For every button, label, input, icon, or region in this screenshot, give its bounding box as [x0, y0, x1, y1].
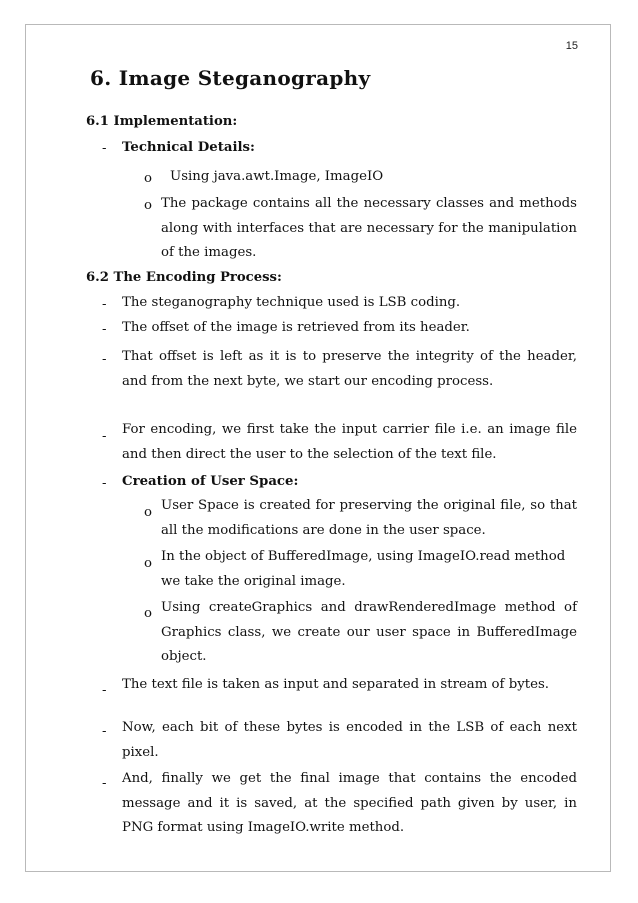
dash-marker: -: [102, 776, 107, 791]
circle-bullet: o: [144, 171, 153, 186]
list-item: The package contains all the necessary classes and methods along with interfaces that are necessary for the manipulation of the images.: [161, 196, 577, 260]
circle-bullet: o: [144, 606, 153, 621]
list-item: The text file is taken as input and separated in stream of bytes.: [122, 677, 549, 692]
list-item: For encoding, we first take the input carrier file i.e. an image file and then direct the user to the selection of the text file.: [122, 422, 577, 462]
list-item: Using java.awt.Image, ImageIO: [170, 169, 384, 184]
list-item: Now, each bit of these bytes is encoded in the LSB of each next pixel.: [122, 720, 577, 760]
dash-marker: -: [102, 476, 107, 491]
dash-marker: -: [102, 724, 107, 739]
chapter-title: 6. Image Steganography: [90, 66, 371, 90]
list-item: Using createGraphics and drawRenderedImage method of Graphics class, we create our user space in BufferedImage object.: [161, 600, 577, 664]
list-item: In the object of BufferedImage, using ImageIO.read method we take the original image.: [161, 549, 566, 589]
dash-marker: -: [102, 429, 107, 444]
circle-bullet: o: [144, 198, 153, 213]
list-item: User Space is created for preserving the original file, so that all the modifications are done in the user space.: [161, 498, 577, 538]
page-number: 15: [565, 40, 578, 52]
dash-marker: -: [102, 297, 107, 312]
dash-marker: -: [102, 141, 107, 156]
section-heading-6-2: 6.2 The Encoding Process:: [86, 270, 282, 285]
circle-bullet: o: [144, 505, 153, 520]
list-item: The steganography technique used is LSB coding.: [122, 295, 461, 310]
user-space-label: Creation of User Space:: [122, 474, 299, 489]
dash-marker: -: [102, 352, 107, 367]
dash-marker: -: [102, 322, 107, 337]
list-item: That offset is left as it is to preserve the integrity of the header, and from the next byte, we start our encoding process.: [122, 349, 577, 389]
technical-details-label: Technical Details:: [122, 140, 255, 155]
list-item: The offset of the image is retrieved from its header.: [122, 320, 470, 335]
circle-bullet: o: [144, 556, 153, 571]
section-heading-6-1: 6.1 Implementation:: [86, 114, 238, 129]
list-item: And, finally we get the final image that contains the encoded message and it is saved, at the specified path given by user, in PNG format using ImageIO.write method.: [122, 771, 577, 835]
dash-marker: -: [102, 683, 107, 698]
